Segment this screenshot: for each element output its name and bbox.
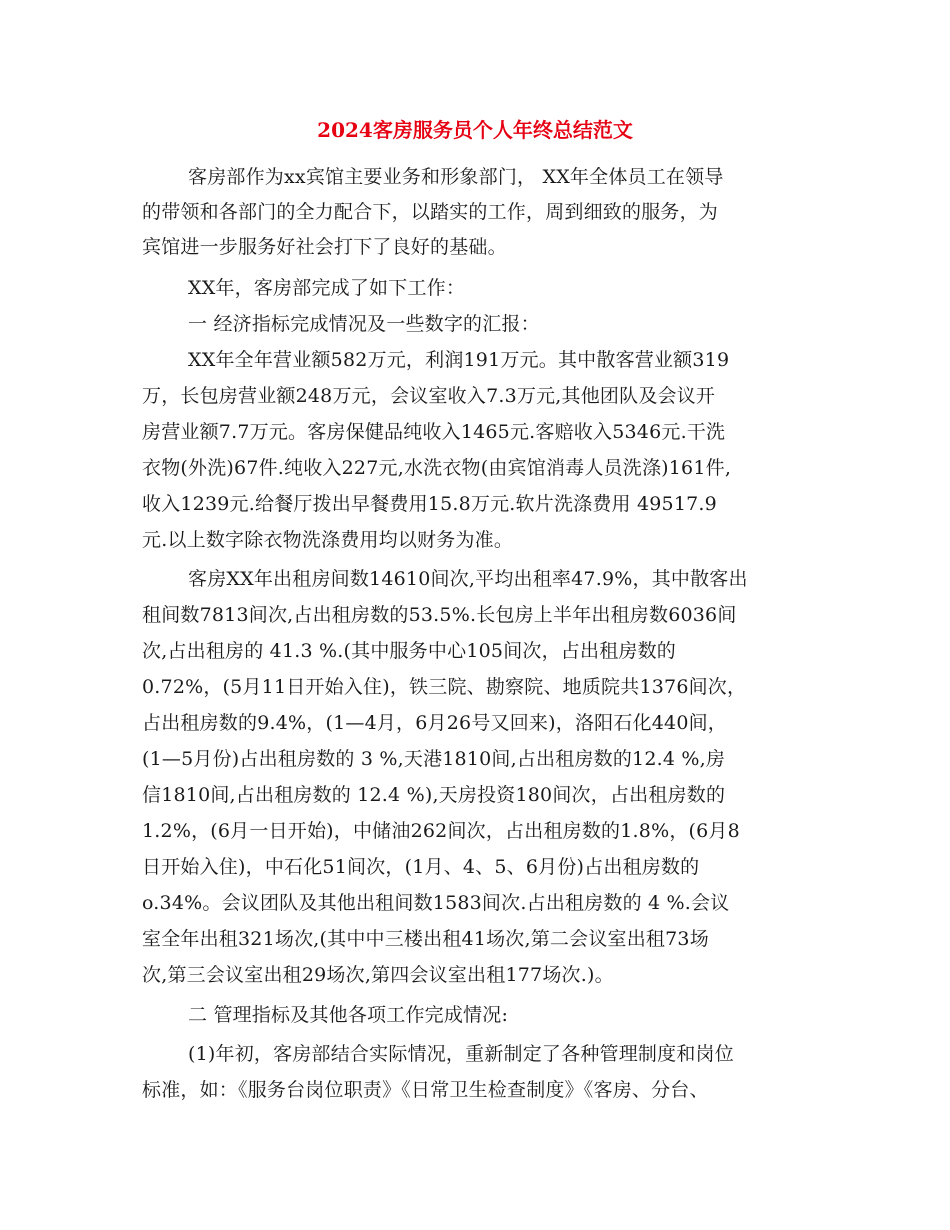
- section-heading: 一 经济指标完成情况及一些数字的汇报：: [188, 313, 540, 335]
- body-line: 客房部作为xx宾馆主要业务和形象部门， XX年全体员工在领导: [188, 166, 724, 188]
- body-line: o.34%。会议团队及其他出租间数1583间次.占出租房数的 4 %.会议: [142, 892, 730, 914]
- body-line: 元.以上数字除衣物洗涤费用均以财务为准。: [142, 529, 514, 551]
- page-title: 2024客房服务员个人年终总结范文: [317, 118, 633, 142]
- body-line: 次,第三会议室出租29场次,第四会议室出租177场次.)。: [142, 964, 614, 986]
- body-line: 标准，如：《服务台岗位职责》《日常卫生检查制度》《客房、分台、: [142, 1079, 709, 1101]
- body-line: 1.2%，(6月一日开始)，中储油262间次，占出租房数的1.8%，(6月8: [142, 820, 740, 842]
- body-line: 0.72%，(5月11日开始入住)，铁三院、勘察院、地质院共1376间次，: [142, 676, 747, 698]
- section-heading: 二 管理指标及其他各项工作完成情况:: [188, 1004, 509, 1026]
- body-line: 次,占出租房的 41.3 %.(其中服务中心105间次，占出租房数的: [142, 640, 676, 662]
- body-line: (1)年初，客房部结合实际情况，重新制定了各种管理制度和岗位: [188, 1043, 734, 1065]
- body-line: 的带领和各部门的全力配合下，以踏实的工作，周到细致的服务，为: [142, 201, 719, 223]
- body-line: 占出租房数的9.4%，(1—4月，6月26号又回来)，洛阳石化440间，: [142, 712, 728, 734]
- body-line: XX年全年营业额582万元，利润191万元。其中散客营业额319: [188, 349, 730, 371]
- body-line: 室全年出租321场次,(其中中三楼出租41场次,第二会议室出租73场: [142, 928, 709, 950]
- body-line: 收入1239元.给餐厅拨出早餐费用15.8万元.软片洗涤费用 49517.9: [142, 493, 717, 515]
- body-line: 万，长包房营业额248万元，会议室收入7.3万元,其他团队及会议开: [142, 385, 716, 407]
- body-line: (1—5月份)占出租房数的 3 %,天港1810间,占出租房数的12.4 %,房: [142, 748, 726, 770]
- body-line: 客房XX年出租房间数14610间次,平均出租率47.9%，其中散客出: [188, 568, 748, 590]
- body-line: 租间数7813间次,占出租房数的53.5%.长包房上半年出租房数6036间: [142, 604, 737, 626]
- body-line: 宾馆进一步服务好社会打下了良好的基础。: [142, 236, 507, 258]
- body-line: 房营业额7.7万元。客房保健品纯收入1465元.客赔收入5346元.干洗: [142, 421, 726, 443]
- body-line: XX年，客房部完成了如下工作：: [188, 277, 466, 299]
- body-line: 衣物(外洗)67件.纯收入227元,水洗衣物(由宾馆消毒人员洗涤)161件,: [142, 457, 732, 479]
- body-line: 信1810间,占出租房数的 12.4 %),天房投资180间次，占出租房数的: [142, 784, 726, 806]
- body-line: 日开始入住)，中石化51间次，(1月、4、5、6月份)占出租房数的: [142, 856, 700, 878]
